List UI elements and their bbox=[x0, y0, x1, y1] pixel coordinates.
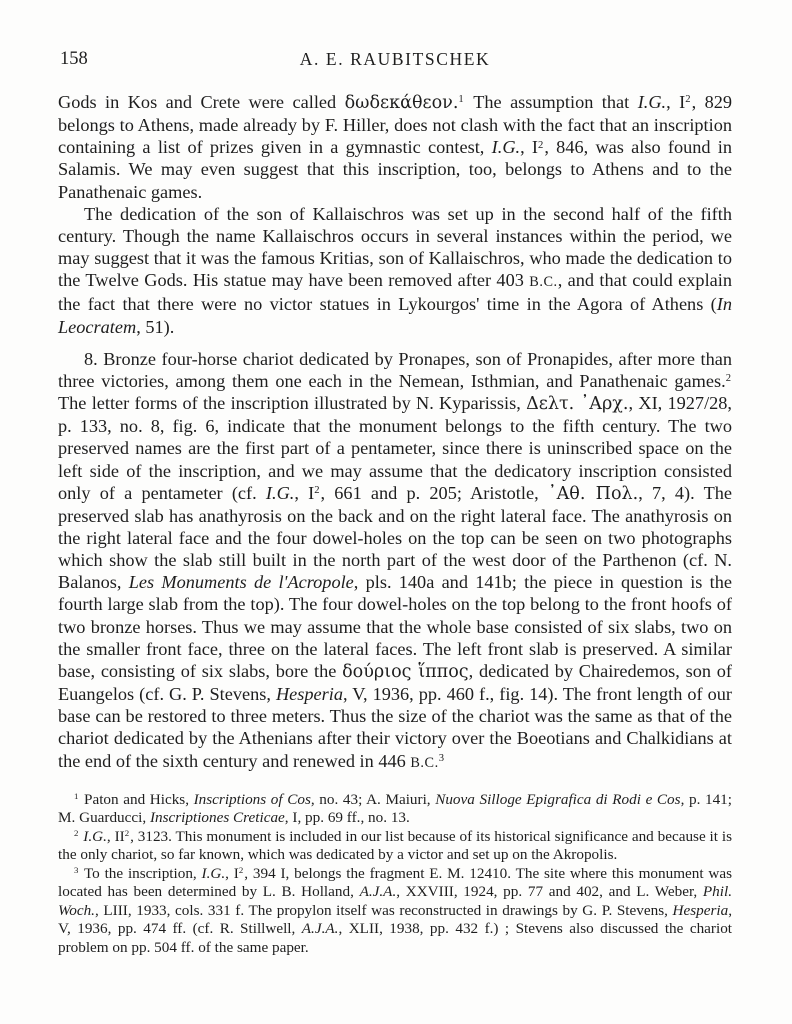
text-run: The dedication of the son of Kallaischros was set up in the second half of the fifth century. Though the name Kallaischros occurs in several instances within the period, we may suggest that it was the famous Kritias, son of Kallaischros, who made the dedication to the Twelve Gods. His statue may have been removed after 403 bbox=[58, 203, 732, 291]
text-run: B.C. bbox=[529, 274, 558, 291]
text-run: 2 bbox=[124, 828, 130, 839]
text-run: To the inscription, bbox=[79, 864, 202, 882]
text-run: I.G. bbox=[265, 482, 295, 503]
text-run: I.G. bbox=[201, 864, 226, 882]
footnote-1 bbox=[58, 791, 732, 828]
text-run: 2 bbox=[725, 373, 731, 385]
text-run: Inscriptiones Creticae bbox=[149, 809, 285, 827]
text-run: ᾿Αθ. Πολ. bbox=[547, 483, 639, 504]
text-run: 2 bbox=[685, 94, 691, 106]
text-run: Nuova Silloge Epigrafica di Rodi e Cos bbox=[435, 790, 681, 808]
text-run: Gods in Kos and Crete were called bbox=[58, 92, 345, 112]
text-run: The assumption that bbox=[464, 92, 638, 112]
text-run: , I bbox=[666, 92, 686, 112]
text-run: In Leocratem bbox=[58, 294, 732, 337]
text-run: , p. 141; M. Guarducci, bbox=[58, 790, 732, 827]
text-run: Paton and Hicks, bbox=[79, 790, 194, 808]
text-run: 3 bbox=[438, 753, 445, 765]
text-run: , 394 I, belongs the fragment E. M. 12410. The site where this monument was located has been determined by L. B. Holland, bbox=[58, 864, 732, 901]
text-run: Inscriptions of Cos bbox=[193, 790, 311, 808]
text-run: B.C. bbox=[410, 754, 439, 771]
text-run: A.J.A. bbox=[359, 883, 397, 901]
text-run: , and that could explain the fact that there were no victor statues in Lykourgos' time in the Agora of Athens ( bbox=[58, 270, 732, 315]
text-run: δούριος ἵππος bbox=[342, 661, 469, 682]
text-run: , no. 43; A. Maiuri, bbox=[310, 790, 436, 808]
paragraph-kallaischros bbox=[58, 203, 732, 338]
text-run: , dedicated by Chairedemos, son of Euangelos (cf. G. P. Stevens, bbox=[58, 660, 732, 705]
text-run: , XI, 1927/28, p. 133, no. 8, fig. 6, indicate that the monument belongs to the fifth century. The two preserved names are the first part of a pentameter, since there is uninscribed space on the left side of the inscription, and we may assume that the dedicatory inscription consisted only of a pentameter (cf. bbox=[58, 393, 732, 503]
text-run: δωδεκάθεον. bbox=[344, 93, 459, 113]
text-run: , II bbox=[106, 827, 125, 845]
text-run: Les Monuments de l'Acropole bbox=[128, 572, 354, 593]
text-run: , XLII, 1938, pp. 432 f.) ; Stevens also discussed the chariot problem on pp. 504 ff. of the same paper. bbox=[58, 920, 733, 956]
footnote-3 bbox=[58, 865, 732, 958]
text-run: , 829 belongs to Athens, made already by F. Hiller, does not clash with the fact that an inscription containing a list of prizes given in a gymnastic contest, bbox=[58, 92, 733, 158]
text-run: , 846, was also found in Salamis. We may even suggest that this inscription, too, belongs to Athens and to the Panathenaic games. bbox=[58, 137, 732, 202]
paragraph-section-8 bbox=[58, 348, 732, 774]
text-run: , I bbox=[225, 864, 239, 882]
text-run: , 3123. This monument is included in our list because of its historical significance and because it is the only chariot, so far known, which was dedicated by a victor and set up on the Akropolis. bbox=[58, 827, 732, 864]
running-head: A. E. RAUBITSCHEK bbox=[299, 49, 491, 69]
text-run: , V, 1936, pp. 460 f., fig. 14). The front length of our base can be restored to three meters. Thus the size of the chariot was the same as that of the chariot dedicated by the Athenians after their victory over the Boeotians and Chalkidians at the end of the sixth century and renewed in 446 bbox=[58, 684, 732, 771]
text-run: 2 bbox=[74, 828, 79, 839]
text-run: 8. Bronze four-horse chariot dedicated by Pronapes, son of Pronapides, after more than three victories, among them one each in the Nemean, Isthmian, and Panathenaic games. bbox=[58, 348, 732, 391]
text-run: 2 bbox=[314, 485, 320, 497]
text-run: I.G. bbox=[637, 92, 667, 112]
text-run: A.J.A. bbox=[301, 920, 339, 938]
body-text bbox=[58, 91, 732, 774]
text-run: , I bbox=[294, 482, 315, 503]
footnotes-section bbox=[58, 791, 732, 958]
paragraph-continuation bbox=[58, 91, 732, 203]
page-header bbox=[58, 48, 732, 70]
text-run: , 661 and p. 205; Aristotle, bbox=[320, 482, 548, 503]
text-run: 2 bbox=[538, 139, 544, 151]
text-run: I.G. bbox=[83, 827, 107, 845]
text-run: 2 bbox=[238, 865, 244, 876]
text-run: , XXVIII, 1924, pp. 77 and 402, and L. Weber, bbox=[396, 883, 703, 901]
text-run: Phil. Woch. bbox=[58, 883, 732, 919]
text-run: Δελτ. ᾿Αρχ. bbox=[526, 394, 629, 415]
text-run: , V, 1936, pp. 474 ff. (cf. R. Stillwell, bbox=[58, 901, 732, 938]
text-run: , LIII, 1933, cols. 331 f. The propylon itself was reconstructed in drawings by G. P. Stevens, bbox=[94, 901, 673, 919]
text-run: I.G. bbox=[491, 137, 521, 158]
text-run: 3 bbox=[74, 865, 79, 876]
text-run: , I bbox=[520, 137, 539, 158]
text-run: , 7, 4). The preserved slab has anathyrosis on the back and on the right lateral face. The anathyrosis on the right lateral face and the four dowel-holes on the top can be seen on two photographs which show the slab still built in the north part of the west door of the Parthenon (cf. N. Balanos, bbox=[58, 482, 732, 593]
text-run: , pls. 140a and 141b; the piece in question is the fourth large slab from the top). The four dowel-holes on the top belong to the front hoofs of two bronze horses. Thus we may assume that the whole base consisted of six slabs, two on the smaller front face, three on the lateral faces. The left front slab is preserved. A similar base, consisting of six slabs, bore the bbox=[58, 572, 732, 681]
text-run: The letter forms of the inscription illustrated by N. Kyparissis, bbox=[58, 393, 527, 414]
text-run: Hesperia bbox=[275, 684, 343, 705]
text-run: 1 bbox=[74, 791, 79, 802]
page-number: 158 bbox=[60, 49, 88, 69]
footnote-2 bbox=[58, 828, 732, 865]
text-run: Hesperia bbox=[672, 901, 729, 919]
text-run: , I, pp. 69 ff., no. 13. bbox=[284, 809, 410, 827]
text-run: 1 bbox=[458, 94, 464, 106]
text-run: , 51). bbox=[136, 316, 175, 337]
